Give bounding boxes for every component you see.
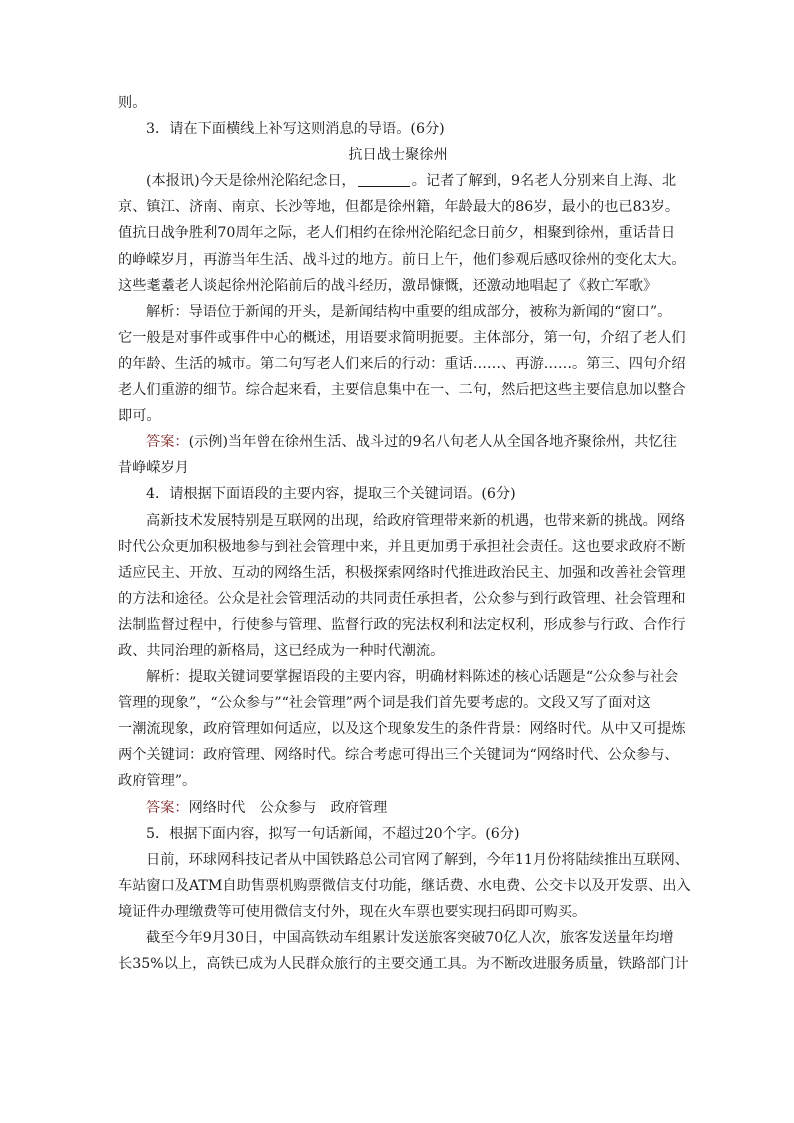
- question-3-line: [118, 116, 678, 142]
- text-run: 适应民主、开放、互动的网络生活，积极探索网络时代推进政治民主、加强和改善社会管理: [118, 564, 686, 581]
- text-run: 抗日战士聚徐州: [348, 147, 448, 164]
- news-body-line: [118, 220, 678, 246]
- text-run: 。记者了解到，9名老人分别来自上海、北: [411, 173, 677, 190]
- text-run: 高新技术发展特别是互联网的出现，给政府管理带来新的机遇，也带来新的挑战。网络: [146, 512, 686, 529]
- text-run: 则。: [118, 95, 147, 111]
- answer-label: 答案：: [146, 434, 189, 451]
- analysis-4-line: [118, 664, 678, 690]
- text-run: 它一般是对事件或事件中心的概述，用语要求简明扼要。主体部分，第一句，介绍了老人们: [118, 329, 686, 346]
- text-run: (本报讯)今天是徐州沦陷纪念日，: [146, 173, 356, 190]
- passage-4-line: [118, 560, 686, 586]
- text-run: 管理的现象”，“公众参与”“社会管理”两个词是我们首先要考虑的。文段又写了面对这: [118, 695, 651, 712]
- analysis-3-line: [118, 403, 678, 429]
- text-run: 老人们重游的细节。综合起来看，主要信息集中在一、二句，然后把这些主要信息加以整合: [118, 382, 686, 399]
- text-run: 3．请在下面横线上补写这则消息的导语。(6分): [146, 121, 445, 138]
- news-body-line: [118, 247, 686, 273]
- text-run: (示例)当年曾在徐州生活、战斗过的9名八旬老人从全国各地齐聚徐州，共忆往: [188, 434, 677, 451]
- analysis-4-line: [118, 690, 678, 716]
- answer-blank: [358, 172, 410, 187]
- text-run: 5．根据下面内容，拟写一句话新闻，不超过20个字。(6分): [146, 825, 520, 842]
- text-run: 京、镇江、济南、南京、长沙等地，但都是徐州籍，年龄最大的86岁，最小的也已83岁。: [118, 199, 680, 216]
- question-4-line: [118, 481, 678, 507]
- text-run: 境证件办理缴费等可使用微信支付外，现在火车票也要实现扫码即可购买。: [118, 903, 587, 920]
- text-run: 时代公众更加积极地参与到社会管理中来，并且更加勇于承担社会责任。这也要求政府不断: [118, 538, 686, 555]
- passage-4-line: [118, 612, 686, 638]
- news-title-line: [118, 142, 678, 168]
- answer-3-line: [118, 455, 678, 481]
- text-run: 车站窗口及ATM自助售票机购票微信支付功能，继话费、水电费、公交卡以及开发票、出入: [118, 877, 691, 894]
- text-run: 截至今年9月30日，中国高铁动车组累计发送旅客突破70亿人次，旅客发送量年均增: [146, 930, 674, 946]
- passage-4-line: [118, 638, 678, 664]
- passage-5a-line: [118, 899, 678, 925]
- question-5-line: [118, 821, 678, 847]
- text-run: 日前，环球网科技记者从中国铁路总公司官网了解到，今年11月份将陆续推出互联网、: [146, 851, 689, 868]
- text-run: 昔峥嵘岁月: [118, 460, 189, 477]
- text-run: 4．请根据下面语段的主要内容，提取三个关键词语。(6分): [146, 486, 516, 503]
- news-body-line: [118, 194, 678, 220]
- text-run: 一潮流现象，政府管理如何适应，以及这个现象发生的条件背景：网络时代。从中又可提炼: [118, 721, 686, 738]
- text-run: 解析：导语位于新闻的开头，是新闻结构中重要的组成部分，被称为新闻的“窗口”。: [146, 303, 672, 320]
- passage-4-line: [118, 534, 686, 560]
- text-run: 即可。: [118, 408, 161, 425]
- text-run: 政府管理”。: [118, 773, 197, 790]
- analysis-3-line: [118, 377, 686, 403]
- text-run: 这些耄耋老人谈起徐州沦陷前后的战斗经历，激昂慷慨，还激动地唱起了《救亡军歌》: [118, 277, 658, 294]
- passage-4-line: [118, 586, 686, 612]
- news-body-line: [118, 273, 678, 299]
- text-run: 长35%以上，高铁已成为人民群众旅行的主要交通工具。为不断改进服务质量，铁路部门计: [118, 956, 689, 973]
- text-run: 的方法和途径。公众是社会管理活动的共同责任承担者，公众参与到行政管理、社会管理和: [118, 590, 686, 607]
- passage-4-line: [118, 508, 686, 534]
- passage-5a-line: [118, 847, 689, 873]
- text-tail-line: [118, 90, 678, 116]
- answer-3-line: [118, 429, 678, 455]
- news-body-line: [118, 168, 678, 194]
- text-run: 网络时代 公众参与 政府管理: [188, 799, 388, 816]
- passage-5a-line: [118, 873, 691, 899]
- text-run: 解析：提取关键词要掌握语段的主要内容，明确材料陈述的核心话题是“公众参与社会: [146, 669, 679, 686]
- analysis-4-line: [118, 768, 678, 794]
- text-run: 值抗日战争胜利70周年之际，老人们相约在徐州沦陷纪念日前夕，相聚到徐州，重话昔日: [118, 225, 676, 242]
- text-run: 政、共同治理的新格局，这已经成为一种时代潮流。: [118, 642, 445, 659]
- analysis-3-line: [118, 325, 686, 351]
- answer-4-line: [118, 795, 678, 821]
- analysis-3-line: [118, 299, 678, 325]
- passage-5b-line: [118, 925, 678, 951]
- text-run: 法制监督过程中，行使参与管理、监督行政的宪法权利和法定权利，形成参与行政、合作行: [118, 616, 686, 633]
- analysis-4-line: [118, 716, 686, 742]
- text-run: 的峥嵘岁月，再游当年生活、战斗过的地方。前日上午，他们参观后感叹徐州的变化太大。: [118, 251, 686, 268]
- text-run: 的年龄、生活的城市。第二句写老人们来后的行动：重话……、再游……。第三、四句介绍: [118, 355, 686, 372]
- document-page: [118, 90, 691, 977]
- answer-label: 答案：: [146, 799, 189, 816]
- text-run: 两个关键词：政府管理、网络时代。综合考虑可得出三个关键词为“网络时代、公众参与、: [118, 747, 679, 764]
- analysis-3-line: [118, 351, 686, 377]
- analysis-4-line: [118, 742, 678, 768]
- passage-5b-line: [118, 951, 689, 977]
